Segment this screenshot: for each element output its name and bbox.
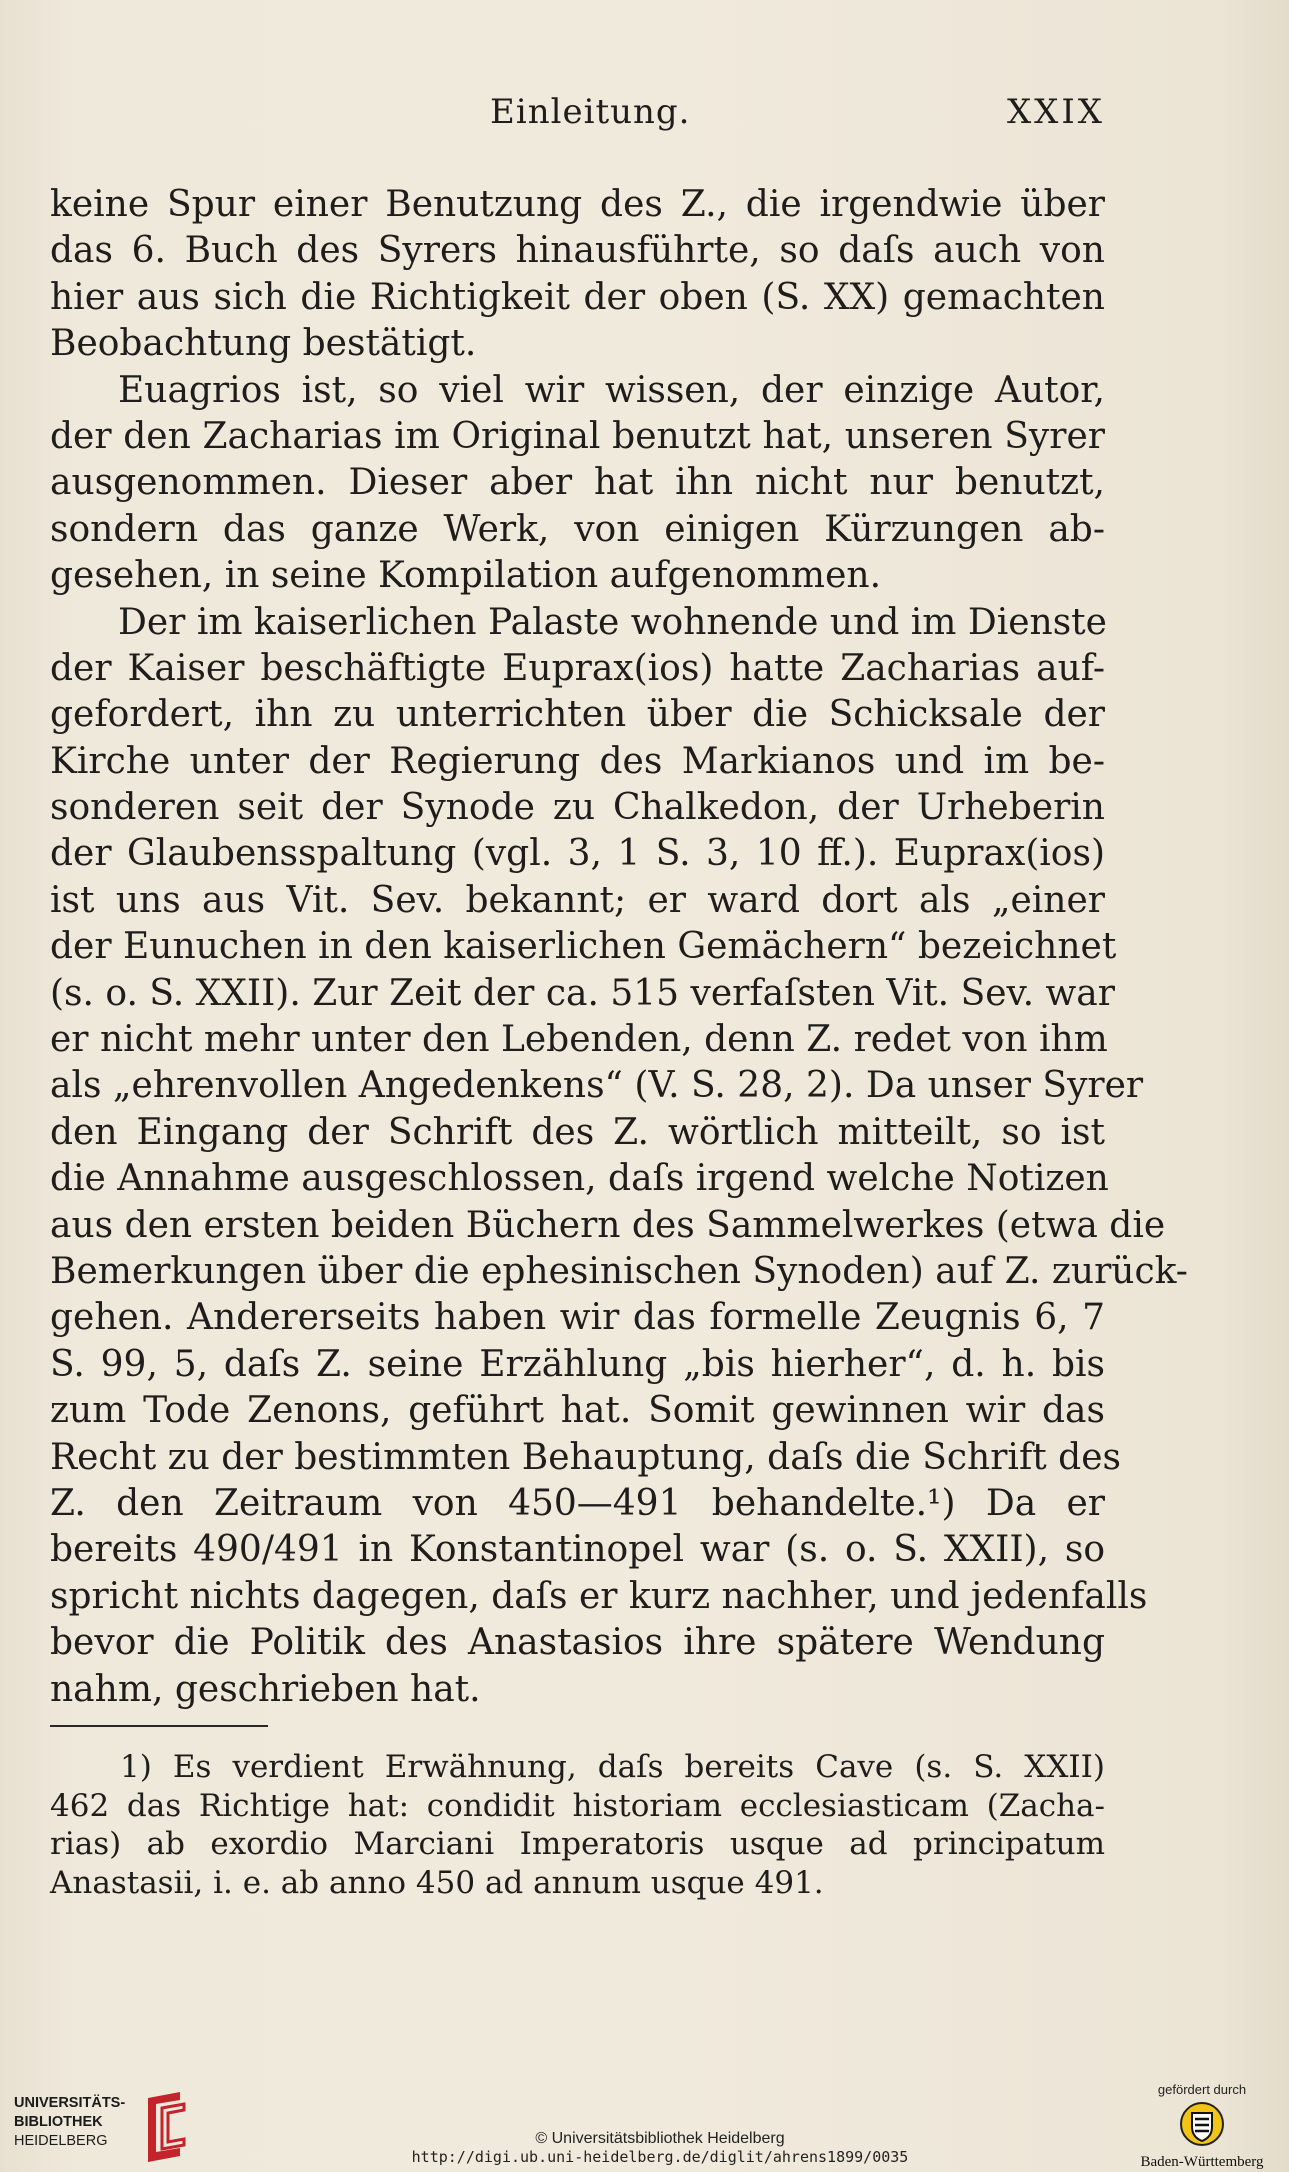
body-text [50, 182, 1188, 1713]
text-line: zum Tode Zenons, geführt hat. Somit gewinnen wir das [50, 1390, 1105, 1432]
text-line: Kirche unter der Regierung des Markianos und im be- [50, 740, 1105, 782]
text-line: der Kaiser beschäftigte Euprax(ios) hatte Zacharias auf- [50, 647, 1105, 689]
library-logo-line: UNIVERSITÄTS- [14, 2095, 126, 2111]
text-line: Bemerkungen über die ephesinischen Synoden) auf Z. zurück- [50, 1250, 1188, 1292]
page-number: XXIX [1006, 92, 1105, 132]
text-line: als „ehrenvollen Angedenkens“ (V. S. 28, 2). Da unser Syrer [50, 1065, 1144, 1107]
text-line: hier aus sich die Richtigkeit der oben (S. XX) gemachten [50, 276, 1105, 318]
text-line: ausgenommen. Dieser aber hat ihn nicht nur benutzt, [50, 462, 1105, 504]
library-logo-text [14, 2094, 125, 2151]
footnote-line: 462 das Richtige hat: condidit historiam ecclesiasticam (Zacha- [50, 1787, 1105, 1824]
source-url-link[interactable]: http://digi.ub.uni-heidelberg.de/diglit/ahrens1899/0035 [411, 2148, 909, 2166]
text-line: Beobachtung bestätigt. [50, 323, 477, 365]
text-line: ist uns aus Vit. Sev. bekannt; er ward dort als „einer [50, 879, 1105, 921]
text-line: gefordert, ihn zu unterrichten über die Schicksale der [50, 694, 1105, 736]
text-line: aus den ersten beiden Büchern des Sammelwerkes (etwa die [50, 1204, 1166, 1246]
text-line: nahm, geschrieben hat. [50, 1668, 481, 1710]
text-line: Recht zu der bestimmten Behauptung, daſs die Schrift des [50, 1436, 1121, 1478]
text-line: das 6. Buch des Syrers hinausführte, so daſs auch von [50, 230, 1105, 272]
footnote-divider [50, 1725, 268, 1727]
sponsor-name: Baden-Württemberg [1140, 2154, 1264, 2170]
footnote-line: rias) ab exordio Marciani Imperatoris usque ad principatum [50, 1826, 1105, 1862]
text-line: die Annahme ausgeschlossen, daſs irgend welche Notizen [50, 1158, 1109, 1200]
text-line: er nicht mehr unter den Lebenden, denn Z. redet von ihm [50, 1019, 1108, 1061]
library-logo-line: HEIDELBERG [14, 2133, 108, 2149]
library-logo-line: BIBLIOTHEK [14, 2114, 103, 2130]
text-line: sondern das ganze Werk, von einigen Kürzungen ab- [50, 508, 1105, 550]
text-line: der den Zacharias im Original benutzt hat, unseren Syrer [50, 415, 1105, 457]
footnotes [50, 1748, 1105, 1902]
library-emblem-icon [142, 2090, 190, 2164]
running-head [50, 92, 1105, 142]
text-line: Der im kaiserlichen Palaste wohnende und im Dienste [118, 601, 1107, 643]
text-line: gehen. Andererseits haben wir das formelle Zeugnis 6, 7 [50, 1297, 1105, 1339]
text-line: bereits 490/491 in Konstantinopel war (s. o. S. XXII), so [50, 1529, 1105, 1571]
copyright-text: © Universitätsbibliothek Heidelberg [535, 2130, 785, 2147]
text-line: den Eingang der Schrift des Z. wörtlich mitteilt, so ist [50, 1111, 1105, 1153]
text-line: der Eunuchen in den kaiserlichen Gemächern“ bezeichnet [50, 926, 1117, 968]
text-line: S. 99, 5, daſs Z. seine Erzählung „bis hierher“, d. h. bis [50, 1343, 1105, 1385]
text-line: sonderen seit der Synode zu Chalkedon, der Urheberin [50, 787, 1105, 829]
text-line: spricht nichts dagegen, daſs er kurz nachher, und jedenfalls [50, 1575, 1148, 1617]
text-line: bevor die Politik des Anastasios ihre spätere Wendung [50, 1622, 1105, 1664]
text-line: gesehen, in seine Kompilation aufgenommen. [50, 555, 882, 597]
coat-of-arms-icon [1179, 2101, 1225, 2147]
text-line: Z. den Zeitraum von 450—491 behandelte.¹) Da er [50, 1482, 1105, 1524]
running-head-title: Einleitung. [490, 92, 691, 132]
text-line: der Glaubensspaltung (vgl. 3, 1 S. 3, 10 ff.). Euprax(ios) [50, 833, 1105, 875]
footnote-line: 1) Es verdient Erwähnung, daſs bereits Cave (s. S. XXII) [120, 1749, 1105, 1785]
library-logo[interactable] [14, 2090, 184, 2168]
sponsor-block [1122, 2082, 1282, 2172]
footnote-line: Anastasii, i. e. ab anno 450 ad annum usque 491. [50, 1864, 824, 1901]
text-line: keine Spur einer Benutzung des Z., die irgendwie über [50, 184, 1105, 225]
sponsor-label: gefördert durch [1157, 2082, 1247, 2097]
text-line: (s. o. S. XXII). Zur Zeit der ca. 515 verfaſsten Vit. Sev. war [50, 972, 1115, 1014]
credit-block [410, 2130, 910, 2166]
text-line: Euagrios ist, so viel wir wissen, der einzige Autor, [118, 369, 1105, 411]
